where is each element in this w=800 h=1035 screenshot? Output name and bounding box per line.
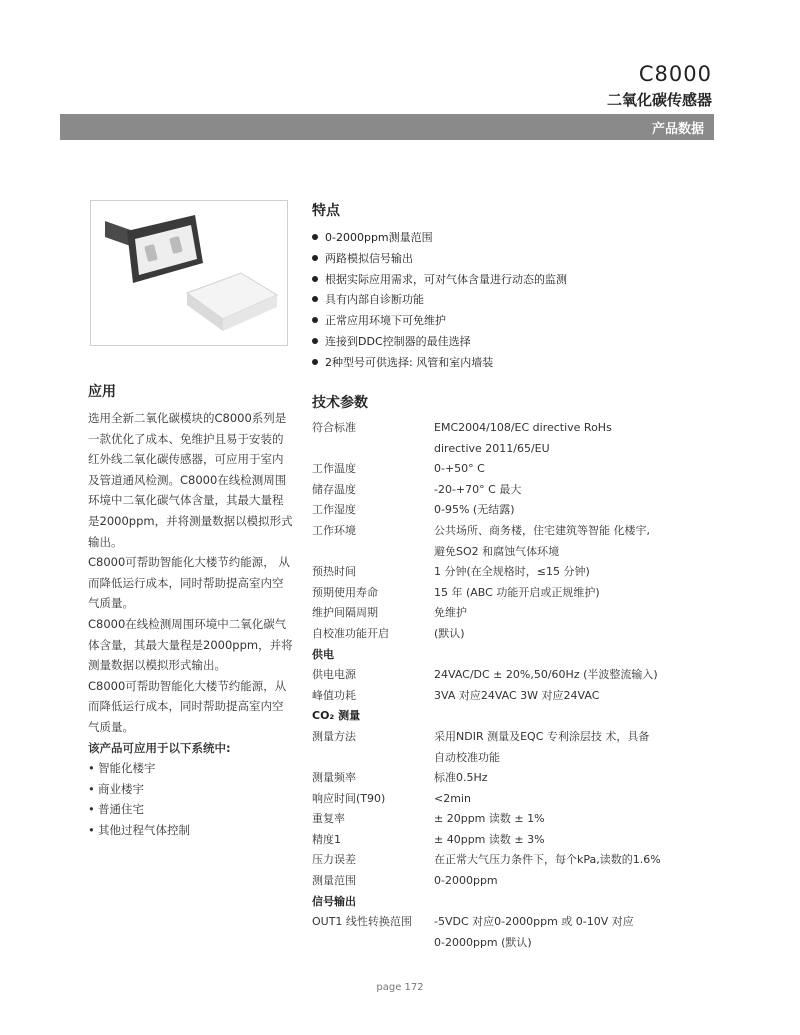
spec-row (312, 768, 694, 789)
spec-value: 避免SO2 和腐蚀气体环境 (434, 544, 560, 558)
specs-table (312, 418, 694, 953)
spec-row (312, 583, 694, 604)
co2-subtitle: CO₂ 测量 (312, 709, 361, 723)
sensor-illustration (91, 201, 287, 345)
spec-label (312, 542, 434, 563)
feature-item (312, 290, 567, 311)
feature-text: 具有内部自诊断功能 (325, 293, 424, 307)
spec-value: 24VAC/DC ± 20%,50/60Hz (半波整流输入) (434, 668, 658, 682)
spec-value: 在正常大气压力条件下，每个kPa,读数的1.6% (434, 853, 661, 867)
application-line: 体含量，其最大量程是2000ppm，并将 (88, 637, 293, 652)
spec-value: 15 年 (ABC 功能开启或正规维护) (434, 585, 600, 599)
list-item: • 智能化楼宇 (88, 758, 293, 779)
spec-label (312, 933, 434, 954)
application-line: 测量数据以模拟形式输出。 (88, 658, 226, 673)
spec-value: 标准0.5Hz (434, 771, 488, 785)
spec-row (312, 665, 694, 686)
application-line: 而降低运行成本，同时帮助提高室内空 (88, 575, 284, 590)
spec-label: 预期使用寿命 (312, 585, 378, 599)
application-line: 一款优化了成本、免维护且易于安装的 (88, 431, 284, 446)
bullet-icon (312, 276, 318, 282)
spec-label: 供电电源 (312, 668, 356, 682)
spec-value: 0-95% (无结露) (434, 503, 515, 517)
feature-item (312, 270, 567, 291)
list-item: • 其他过程气体控制 (88, 820, 293, 841)
features-list (312, 228, 567, 374)
bullet-icon (312, 255, 318, 261)
product-photo (90, 200, 288, 346)
bullet-icon (312, 317, 318, 323)
spec-row (312, 480, 694, 501)
application-line: 而降低运行成本，同时帮助提高室内空 (88, 699, 284, 714)
application-line: 环境中二氧化碳气体含量，其最大量程 (88, 493, 284, 508)
spec-label: 工作环境 (312, 523, 356, 537)
list-item: • 普通住宅 (88, 799, 293, 820)
application-line: C8000在线检测周围环境中二氧化碳气 (88, 616, 287, 631)
spec-label: 维护间隔周期 (312, 606, 378, 620)
spec-value: <2min (434, 791, 471, 805)
application-line: 是2000ppm，并将测量数据以模拟形式 (88, 513, 293, 528)
spec-label: 符合标准 (312, 421, 356, 434)
spec-label: 峰值功耗 (312, 688, 356, 702)
application-line: 及管道通风检测。C8000在线检测周围 (88, 472, 287, 487)
systems-title: 该产品可应用于以下系统中: (88, 740, 231, 755)
bullet-icon (312, 338, 318, 344)
spec-value: EMC2004/108/EC directive RoHs (434, 421, 612, 434)
spec-label: 重复率 (312, 812, 345, 826)
spec-row (312, 542, 694, 563)
spec-value: -20-+70° C 最大 (434, 482, 522, 496)
application-title: 应用 (88, 384, 116, 400)
bullet-icon (312, 296, 318, 302)
application-line: 红外线二氧化碳传感器，可应用于室内 (88, 452, 284, 467)
spec-value: ± 20ppm 读数 ± 1% (434, 812, 545, 826)
spec-row (312, 912, 694, 933)
spec-label (312, 748, 434, 769)
spec-row (312, 562, 694, 583)
spec-value: 公共场所、商务楼，住宅建筑等智能 化楼宇, (434, 523, 650, 537)
product-model: C8000 (638, 62, 712, 86)
spec-label: 预热时间 (312, 565, 356, 579)
spec-row (312, 500, 694, 521)
spec-row (312, 418, 694, 439)
application-line: C8000可帮助智能化大楼节约能源，从 (88, 678, 287, 693)
spec-label: 压力误差 (312, 853, 356, 867)
spec-value: 0-2000ppm (默认) (434, 935, 532, 949)
spec-value: 采用NDIR 测量及EQC 专利涂层技 术，具备 (434, 729, 650, 743)
spec-row (312, 459, 694, 480)
banner-label: 产品数据 (651, 122, 704, 137)
signal-subtitle: 信号输出 (312, 894, 356, 908)
spec-label (312, 439, 434, 460)
feature-item (312, 353, 567, 374)
spec-label: 工作湿度 (312, 503, 356, 517)
application-body (88, 408, 293, 840)
spec-row (312, 830, 694, 851)
feature-item (312, 332, 567, 353)
application-line: 输出。 (88, 534, 123, 549)
spec-label: 自校准功能开启 (312, 626, 389, 640)
spec-row (312, 789, 694, 810)
spec-row (312, 521, 694, 542)
feature-text: 两路模拟信号输出 (325, 251, 413, 265)
spec-row (312, 439, 694, 460)
application-line: C8000可帮助智能化大楼节约能源， 从 (88, 555, 290, 570)
spec-label: OUT1 线性转换范围 (312, 915, 412, 929)
feature-text: 连接到DDC控制器的最佳选择 (325, 334, 471, 348)
spec-label: 精度1 (312, 832, 341, 846)
spec-value: directive 2011/65/EU (434, 441, 550, 455)
spec-value: -5VDC 对应0-2000ppm 或 0-10V 对应 (434, 915, 634, 929)
application-line: 气质量。 (88, 596, 134, 611)
bullet-icon (312, 359, 318, 365)
feature-text: 正常应用环境下可免维护 (325, 314, 446, 328)
spec-value: 免维护 (434, 606, 467, 620)
list-item: • 商业楼宇 (88, 779, 293, 800)
feature-item (312, 311, 567, 332)
spec-value: (默认) (434, 626, 465, 640)
feature-item (312, 228, 567, 249)
spec-row (312, 727, 694, 748)
product-subtitle: 二氧化碳传感器 (606, 91, 712, 109)
bullet-icon (312, 234, 318, 240)
spec-value: 自动校准功能 (434, 750, 500, 764)
spec-value: 0-2000ppm (434, 874, 498, 888)
spec-row (312, 624, 694, 645)
spec-row (312, 933, 694, 954)
spec-row (312, 603, 694, 624)
spec-row (312, 748, 694, 769)
spec-value: 0-+50° C (434, 462, 485, 476)
section-banner (60, 114, 714, 140)
feature-text: 0-2000ppm测量范围 (325, 231, 433, 244)
features-title: 特点 (312, 203, 340, 219)
application-line: 气质量。 (88, 719, 134, 734)
page-number: page 172 (376, 982, 424, 993)
feature-text: 2种型号可供选择: 风管和室内墙装 (325, 355, 494, 369)
spec-label: 工作温度 (312, 462, 356, 476)
spec-row (312, 850, 694, 871)
spec-value: 1 分钟(在全规格时，≤15 分钟) (434, 565, 590, 579)
feature-item (312, 249, 567, 270)
power-subtitle: 供电 (312, 647, 334, 661)
spec-label: 测量范围 (312, 874, 356, 888)
spec-value: 3VA 对应24VAC 3W 对应24VAC (434, 688, 600, 702)
spec-row (312, 871, 694, 892)
feature-text: 根据实际应用需求，可对气体含量进行动态的监测 (325, 272, 567, 286)
spec-label: 测量方法 (312, 729, 356, 743)
spec-label: 响应时间(T90) (312, 791, 386, 805)
spec-label: 测量频率 (312, 771, 356, 785)
spec-label: 储存温度 (312, 482, 356, 496)
systems-list (88, 758, 293, 840)
application-line: 选用全新二氧化碳模块的C8000系列是 (88, 411, 287, 425)
specs-title: 技术参数 (312, 395, 368, 411)
spec-value: ± 40ppm 读数 ± 3% (434, 832, 545, 846)
spec-row (312, 809, 694, 830)
spec-row (312, 686, 694, 707)
